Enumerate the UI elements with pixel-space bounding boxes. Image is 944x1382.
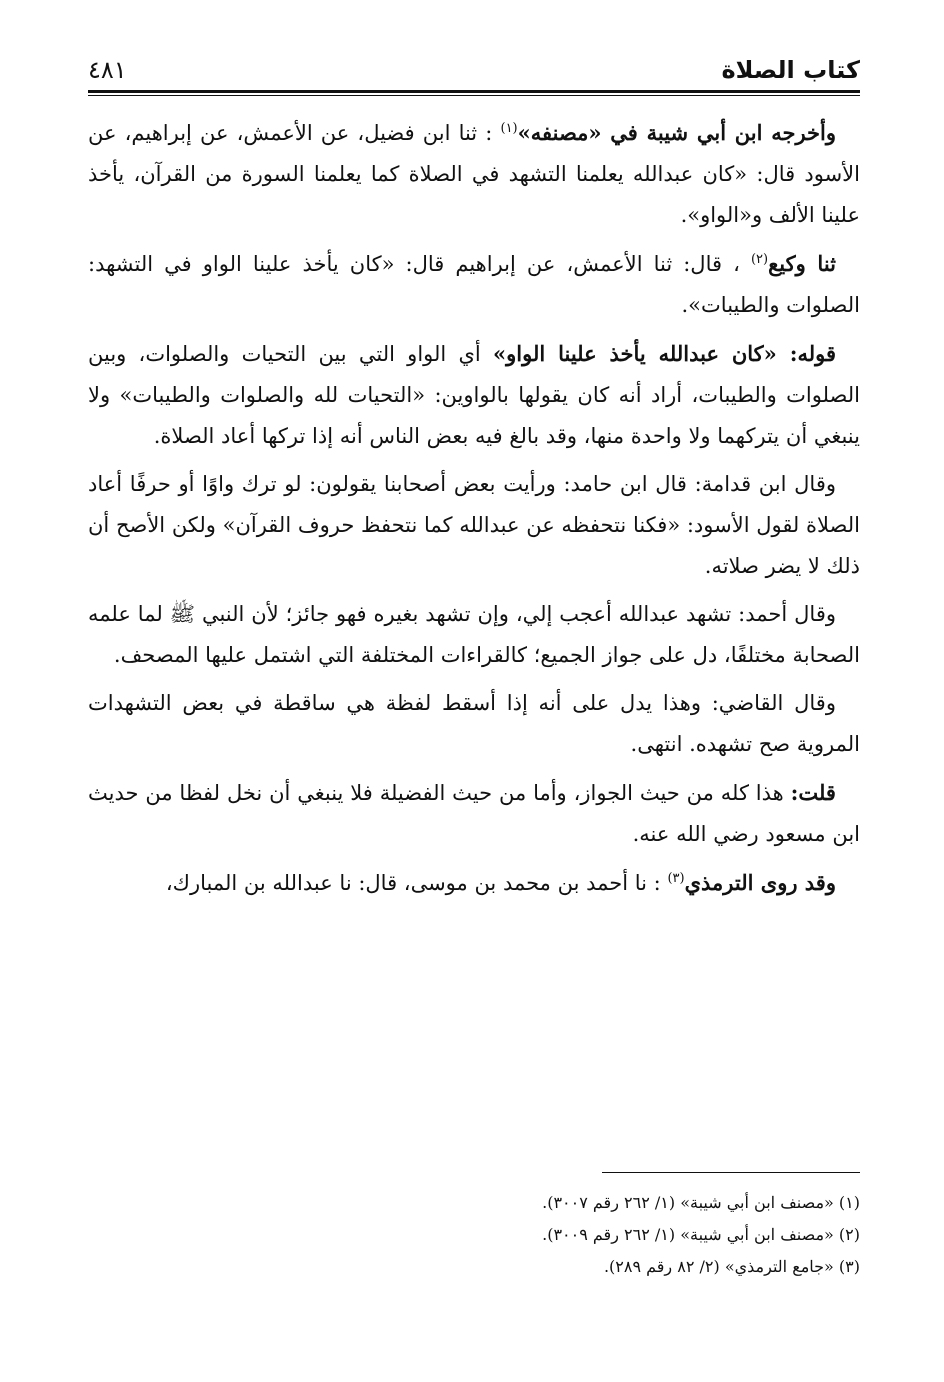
paragraph-text: وقال أحمد: تشهد عبدالله أعجب إلي، وإن تشهد بغيره فهو جائز؛ لأن النبي ﷺ لما علمه الصحابة مختلفًا، دل على جواز الجميع؛ كالقراءات المختلفة التي اشتمل عليها المصحف. <box>88 602 860 667</box>
page-number: ٤٨١ <box>88 56 127 84</box>
footnote-separator <box>602 1172 860 1173</box>
footnote-ref: (١) <box>500 121 518 136</box>
footnote-ref: (٣) <box>667 871 685 886</box>
page <box>88 44 860 911</box>
header-rule-thin <box>88 95 860 96</box>
paragraph-text: ، قال: ثنا الأعمش، عن إبراهيم قال: «كان يأخذ علينا الواو في التشهد: الصلوات والطيبات». <box>88 252 860 317</box>
paragraph-text: وقال القاضي: وهذا يدل على أنه إذا أسقط لفظة هي ساقطة في بعض التشهدات المروية صح تشهده. انتهى. <box>88 691 860 756</box>
footnotes <box>88 1172 860 1283</box>
footnote-3: (٣) «جامع الترمذي» (٢/ ٨٢ رقم ٢٨٩). <box>603 1257 860 1276</box>
footnote-ref: (٢) <box>750 252 769 267</box>
paragraph <box>88 333 860 457</box>
paragraph-text: وقال ابن قدامة: قال ابن حامد: ورأيت بعض أصحابنا يقولون: لو ترك واوًا أو حرفًا أعاد الصلاة لقول الأسود: «فكنا نتحفظه عن عبدالله كما نتحفظ حروف القرآن» ولكن الأصح أن ذلك لا يضر صلاته. <box>88 472 860 578</box>
chapter-title: كتاب الصلاة <box>721 56 860 84</box>
paragraph <box>88 594 860 676</box>
footnote-2: (٢) «مصنف ابن أبي شيبة» (١/ ٢٦٢ رقم ٣٠٠٩). <box>542 1225 860 1244</box>
paragraph <box>88 772 860 855</box>
paragraph-text: هذا كله من حيث الجواز، وأما من حيث الفضيلة فلا ينبغي أن نخل لفظا من حديث ابن مسعود رضي الله عنه. <box>88 781 860 846</box>
header-rule-thick <box>88 90 860 93</box>
paragraph <box>88 862 860 904</box>
paragraph <box>88 464 860 587</box>
paragraph-lead: قلت: <box>790 780 836 805</box>
paragraph-lead: وأخرجه ابن أبي شيبة في «مصنفه» <box>517 120 837 145</box>
paragraph-lead: ثنا وكيع <box>768 251 837 276</box>
running-header <box>88 44 860 84</box>
footnote-1: (١) «مصنف ابن أبي شيبة» (١/ ٢٦٢ رقم ٣٠٠٧). <box>542 1193 860 1212</box>
paragraph-text: أي الواو التي بين التحيات والصلوات، وبين الصلوات والطيبات، أراد أنه كان يقولها بالواوين: «التحيات لله والصلوات والطيبات» ولا ينبغي أن يتركهما ولا واحدة منها، وقد بالغ فيه بعض الناس أنه إذا تركها أعاد الصلاة. <box>88 342 860 448</box>
paragraph <box>88 112 860 236</box>
body-text <box>88 112 860 904</box>
paragraph-text: : نا أحمد بن محمد بن موسى، قال: نا عبدالله بن المبارك، <box>165 871 661 895</box>
paragraph <box>88 243 860 326</box>
paragraph-lead: قوله: «كان عبدالله يأخذ علينا الواو» <box>493 341 836 366</box>
paragraph-text: : ثنا ابن فضيل، عن الأعمش، عن إبراهيم، عن الأسود قال: «كان عبدالله يعلمنا التشهد في الصلاة كما يعلمنا السورة من القرآن، يأخذ علينا الألف و«الواو». <box>88 121 860 227</box>
paragraph-lead: وقد روى الترمذي <box>684 870 836 895</box>
paragraph <box>88 683 860 765</box>
